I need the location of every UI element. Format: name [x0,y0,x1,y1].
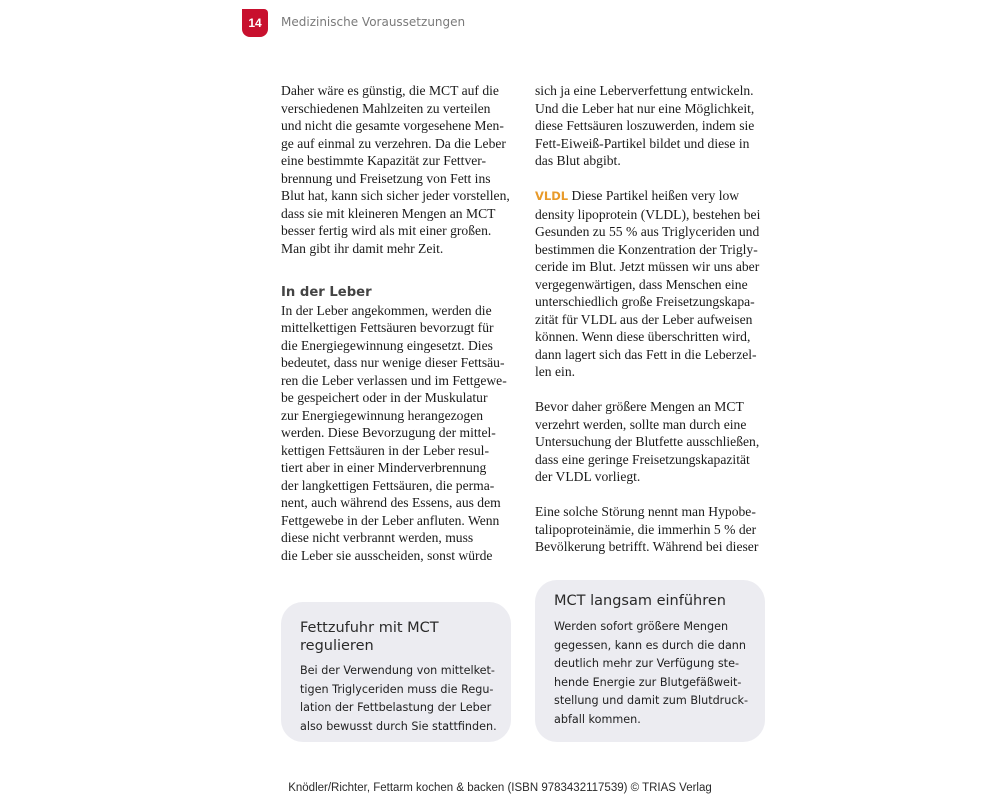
keyword-vldl: VLDL [535,189,569,203]
right-column [535,82,771,556]
info-box-title: Fettzufuhr mit MCT regulieren [300,620,439,654]
running-head: Medizinische Voraussetzungen [281,15,466,29]
paragraph-vldl: VLDL Diese Partikel heißen very low density lipoprotein (VLDL), bestehen bei Gesunden zu 55 % aus Triglyceriden und bestimmen die Konzentration der Trigly- ceride im Blut. Jetzt müssen wir uns aber vergegenwärtigen, dass Menschen eine unterschiedlich große Freisetzungskapa- zität für VLDL aus der Leber aufweisen können. Wenn diese überschritten wird, dann lagert sich das Fett in die Leberzel- len ein. [535,188,761,379]
left-column [281,82,517,564]
paragraph-mct-verteilung: Daher wäre es günstig, die MCT auf die verschiedenen Mahlzeiten zu verteilen und nicht die gesamte vorgesehene Men- ge auf einmal zu verzehren. Da die Leber eine bestimmte Kapazität zur Fettver- brennung und Freisetzung von Fett ins Blut hat, kann sich sicher jeder vorstellen, dass sie mit kleineren Mengen an MCT besser fertig wird als mit einer großen. Man gibt ihr damit mehr Zeit. [281,83,510,256]
page-number-badge: 14 [242,9,268,37]
paragraph-hypobetalipoproteinaemie: Eine solche Störung nennt man Hypobe- talipoproteinämie, die immerhin 5 % der Bevölkerung betrifft. Während bei dieser [535,504,759,554]
info-box-fettzufuhr [281,602,511,742]
paragraph-blutfette: Bevor daher größere Mengen an MCT verzehrt werden, sollte man durch eine Untersuchung der Blutfette ausschließen, dass eine geringe Freisetzungskapazität der VLDL vorliegt. [535,399,760,484]
paragraph-in-der-leber: In der Leber angekommen, werden die mittelkettigen Fettsäuren bevorzugt für die Energiegewinnung eingesetzt. Dies bedeutet, dass nur wenige dieser Fettsäu- ren die Leber verlassen und im Fettgewe- be gespeichert oder in der Muskulatur zur Energiegewinnung herangezogen werden. Diese Bevorzugung der mittel- kettigen Fettsäuren in der Leber resul- tiert aber in einer Minderverbrennung der langkettigen Fettsäuren, die perma- nent, auch während des Essens, aus dem Fettgewebe in der Leber anfluten. Wenn diese nicht verbrannt werden, muss die Leber sie ausscheiden, sonst würde [281,302,507,563]
info-box-body: Bei der Verwendung von mittelket- tigen Triglyceriden muss die Regu- lation der Fettbelastung der Leber also bewusst durch Sie stattfinden. [300,664,497,733]
footer-citation: Knödler/Richter, Fettarm kochen & backen (ISBN 9783432117539) © TRIAS Verlag [288,782,712,794]
info-box-body: Werden sofort größere Mengen gegessen, kann es durch die dann deutlich mehr zur Verfügung ste- hende Energie zur Blutgefäßweit- stellung und damit zum Blutdruck- abfall kommen. [554,620,749,726]
info-box-mct-langsam [535,580,765,742]
info-box-title: MCT langsam einführen [554,593,726,609]
section-heading-in-der-leber: In der Leber [281,285,372,300]
paragraph-leberverfettung: sich ja eine Leberverfettung entwickeln. Und die Leber hat nur eine Möglichkeit, diese Fettsäuren loszuwerden, indem sie Fett-Eiweiß-Partikel bildet und diese in das Blut abgibt. [535,83,755,168]
